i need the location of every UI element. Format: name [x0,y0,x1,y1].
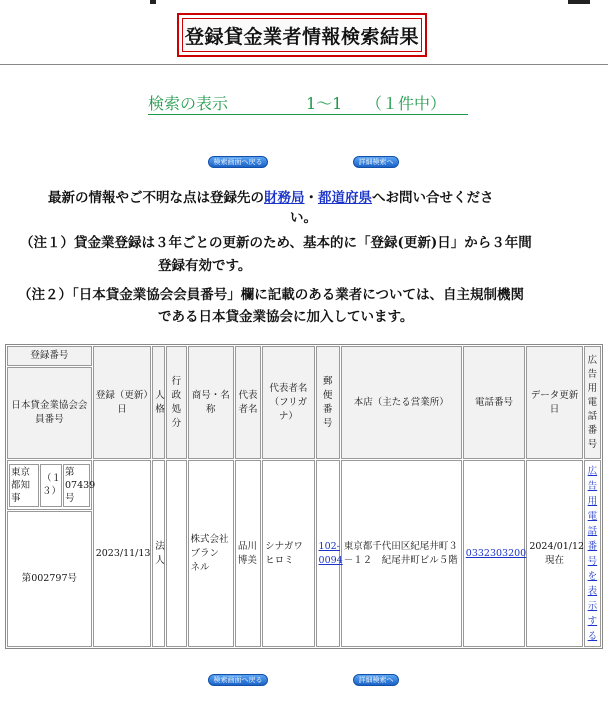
top-fragment-right [568,0,590,4]
header-rep-kana: 代表者名（フリガナ） [262,346,314,459]
header-name: 商号・名称 [188,346,234,459]
assoc-number: 第002797号 [7,511,92,647]
reg-count: （１３） [40,464,62,507]
zaimukyoku-link[interactable]: 財務局 [264,190,305,206]
header-rep: 代表者名 [235,346,261,459]
header-reg-no: 登録番号 [7,346,92,366]
reg-date: 2023/11/13 [93,460,152,647]
header-admin: 行政処分 [166,346,186,459]
result-table [5,344,603,649]
notice-sep: ・ [304,190,318,206]
phone-cell [463,460,526,647]
postal-cell [316,460,343,647]
notice-line1 [48,188,494,208]
notice-text: 最新の情報やご不明な点は登録先の [48,190,264,206]
note1-line1: （注１）貸金業登録は３年ごとの更新のため、基本的に「登録(更新)日」から３年間 [20,235,532,251]
header-reg-date: 登録（更新）日 [93,346,152,459]
notice-line1-wrap: い。 [290,210,317,226]
result-summary [148,90,468,115]
result-range: 1～1 [306,94,343,113]
note2-line2: である日本貸金業協会に加入しています。 [158,309,414,325]
reg-number-cell [7,460,96,510]
admin-action [166,460,186,647]
header-updated: データ更新日 [526,346,582,459]
header-postal: 郵便番号 [316,346,340,459]
detail-search-button-bottom[interactable]: 詳細検索へ [353,674,399,686]
result-count: （１件中） [366,94,447,113]
company-name: 株式会社ブラン ネル [188,460,234,647]
ad-phone-cell [584,460,601,647]
reg-num: 第07439号 [63,464,90,507]
address: 東京都千代田区紀尾井町３－１２ 紀尾井町ビル５階 [341,460,462,647]
reg-pref: 東京都知事 [9,464,39,507]
header-legal: 人格 [152,346,165,459]
rep-kana: シナガワ ヒロミ [262,460,314,647]
header-assoc-no: 日本貸金業協会会員番号 [7,367,92,459]
phone-link[interactable]: 0332303200 [465,547,527,559]
back-to-search-button[interactable]: 検索画面へ戻る [208,156,268,168]
page-title: 登録貸金業者情報検索結果 [182,18,422,52]
header-ad-phone: 広告用電話番号 [584,346,601,459]
divider-top [0,64,608,65]
back-to-search-button-bottom[interactable]: 検索画面へ戻る [208,674,268,686]
top-fragment-left [150,0,156,4]
detail-search-button[interactable]: 詳細検索へ [353,156,399,168]
updated-date: 2024/01/12 現在 [526,460,582,647]
show-ad-phone-link[interactable]: 広告用電話番号を表示する [587,465,598,642]
note2-line1: （注２）「日本貸金業協会会員番号」欄に記載のある業者については、自主規制機関 [18,287,524,303]
notice-text-post: へお問い合せくださ [372,190,494,206]
result-label: 検索の表示 [148,94,229,113]
header-phone: 電話番号 [463,346,526,459]
reg-number-inner [8,463,96,508]
postal-code-link[interactable]: 102-0094 [318,540,343,566]
todofuken-link[interactable]: 都道府県 [318,190,372,206]
note1-line2: 登録有効です。 [158,258,252,274]
legal-type: 法人 [152,460,165,647]
page-title-box [177,13,427,57]
rep-name: 品川 博美 [235,460,261,647]
header-address: 本店（主たる営業所） [341,346,462,459]
